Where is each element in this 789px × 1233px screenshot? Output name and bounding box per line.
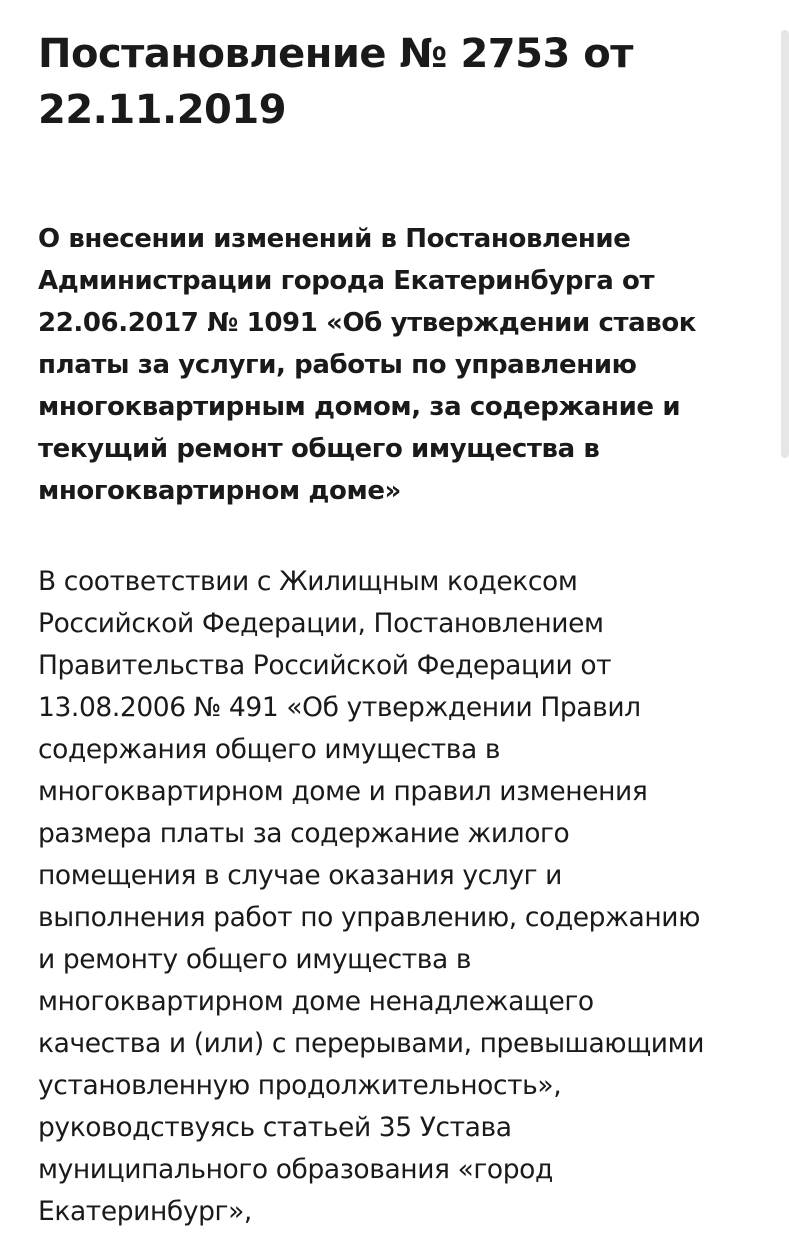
- preamble-paragraph: [38, 561, 763, 1233]
- paragraph-line: Российской Федерации, Постановлением: [38, 608, 604, 639]
- document-title: [38, 26, 763, 138]
- paragraph-line: 13.08.2006 № 491 «Об утверждении Правил: [38, 692, 641, 723]
- subject-line: текущий ремонт общего имущества в: [38, 434, 600, 464]
- paragraph-line: В соответствии с Жилищным кодексом: [38, 566, 578, 597]
- subject-line: О внесении изменений в Постановление: [38, 224, 631, 254]
- paragraph-line: качества и (или) с перерывами, превышающими: [38, 1028, 705, 1059]
- paragraph-line: выполнения работ по управлению, содержанию: [38, 902, 701, 933]
- paragraph-line: помещения в случае оказания услуг и: [38, 860, 563, 891]
- paragraph-line: и ремонту общего имущества в: [38, 944, 472, 975]
- paragraph-line: Екатеринбург»,: [38, 1196, 252, 1227]
- paragraph-line: руководствуясь статьей 35 Устава: [38, 1112, 512, 1143]
- paragraph-line: муниципального образования «город: [38, 1154, 553, 1185]
- subject-line: многоквартирном доме»: [38, 476, 401, 506]
- paragraph-line: установленную продолжительность»,: [38, 1070, 562, 1101]
- scrollbar-thumb[interactable]: [781, 30, 789, 458]
- paragraph-line: многоквартирном доме и правил изменения: [38, 776, 648, 807]
- subject-line: платы за услуги, работы по управлению: [38, 350, 637, 380]
- document-content: [38, 26, 763, 1233]
- document-subject: [38, 218, 763, 512]
- subject-line: многоквартирным домом, за содержание и: [38, 392, 681, 422]
- subject-line: 22.06.2017 № 1091 «Об утверждении ставок: [38, 308, 697, 338]
- paragraph-line: содержания общего имущества в: [38, 734, 501, 765]
- paragraph-line: размера платы за содержание жилого: [38, 818, 570, 849]
- paragraph-line: многоквартирном доме ненадлежащего: [38, 986, 594, 1017]
- title-line: Постановление № 2753 от: [38, 31, 633, 77]
- subject-line: Администрации города Екатеринбурга от: [38, 266, 655, 296]
- title-line: 22.11.2019: [38, 87, 287, 133]
- paragraph-line: Правительства Российской Федерации от: [38, 650, 612, 681]
